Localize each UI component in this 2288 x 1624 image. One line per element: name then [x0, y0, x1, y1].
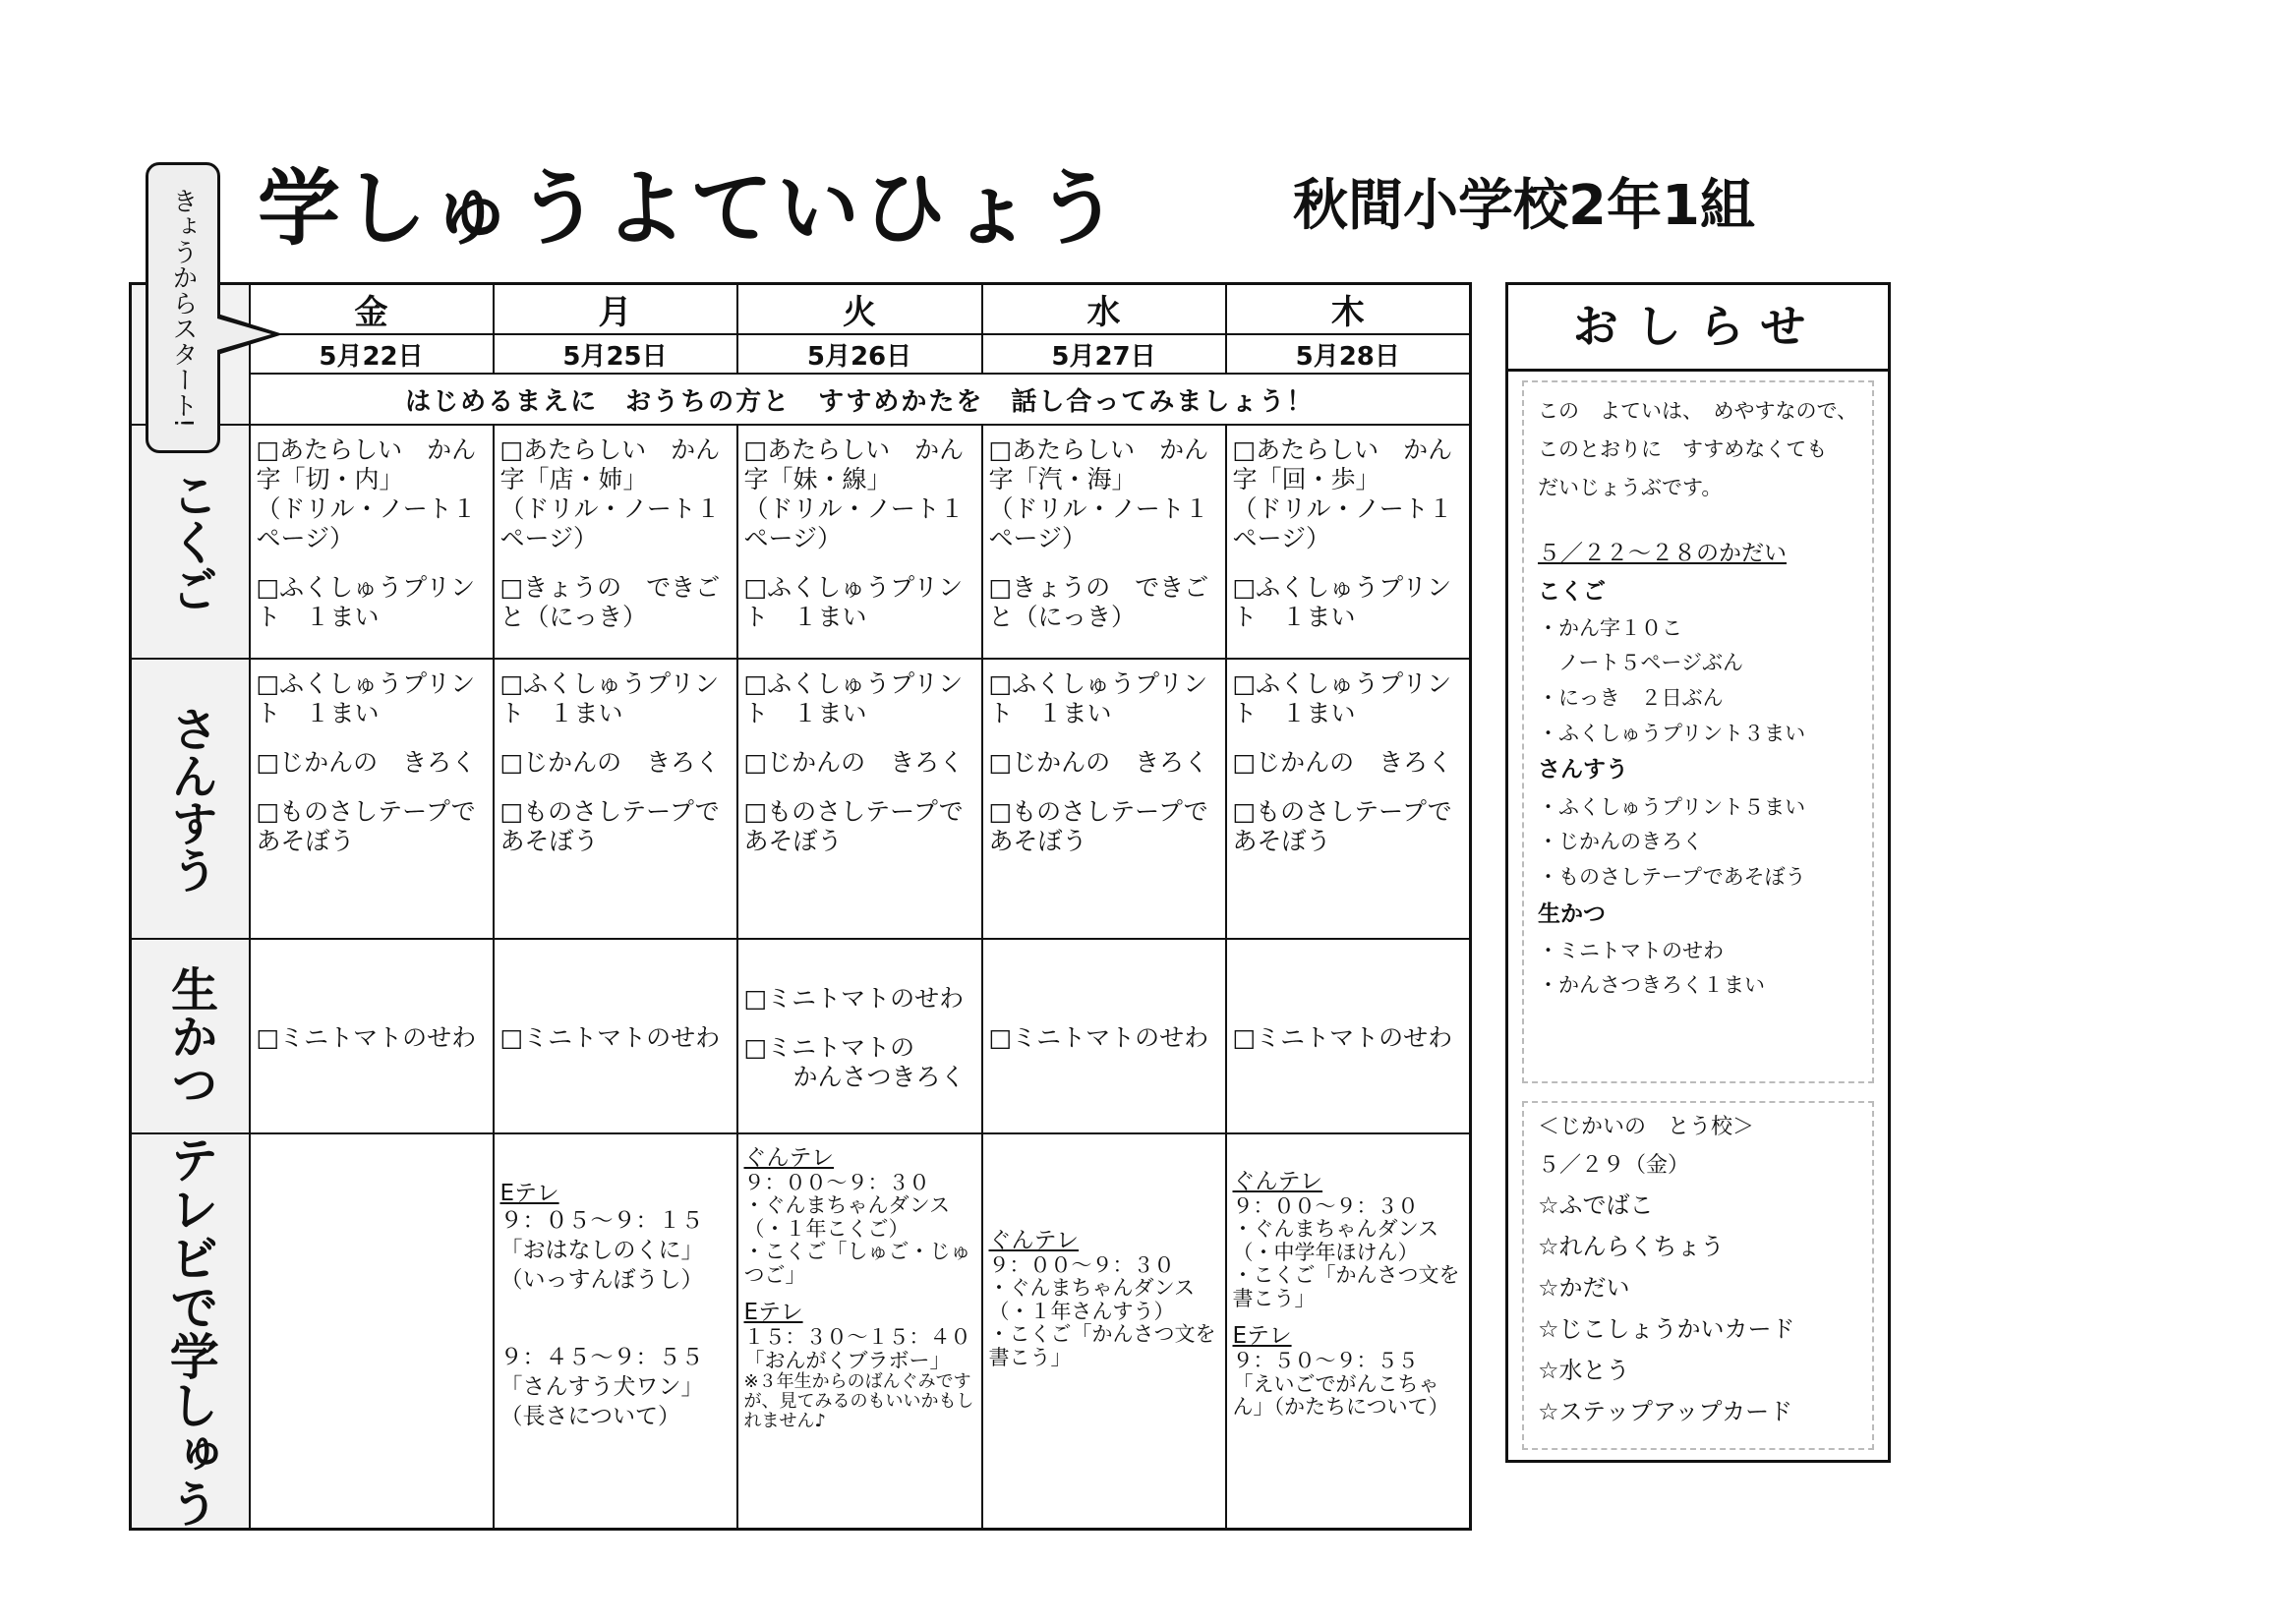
- bubble-tail-fill: [210, 317, 271, 352]
- kokugo-cell-wed: [982, 425, 1226, 659]
- tv-row: [131, 1133, 1471, 1530]
- next-school-day-box: [1522, 1101, 1874, 1450]
- tv-program: ９：００～９：３０ ・ぐんまちゃんダンス （・１年さんすう） ・こくご「かんさつ文を書こう」: [988, 1252, 1216, 1369]
- task-item: □じかんの きろく: [743, 748, 965, 777]
- task-item: □じかんの きろく: [499, 748, 721, 777]
- sansuu-cell-mon: [494, 659, 737, 939]
- tv-program: ９：００～９：３０ ・ぐんまちゃんダンス （・１年こくご） ・こくご「しゅご・じゅつご」: [743, 1170, 971, 1287]
- date-header: 5月28日: [1226, 334, 1471, 374]
- task-item: □じかんの きろく: [988, 748, 1209, 777]
- date-header: 5月26日: [737, 334, 982, 374]
- tv-cell-fri: [250, 1133, 494, 1530]
- tv-note: ※３年生からのばんぐみですが、見てみるのもいいかもしれません♪: [743, 1371, 974, 1432]
- kokugo-row: [131, 425, 1471, 659]
- tv-channel: ぐんテレ: [1232, 1169, 1323, 1194]
- task-item: □ふくしゅうプリント １まい: [1232, 573, 1452, 631]
- list-item: ・ミニトマトのせわ: [1538, 938, 1724, 962]
- seikatsu-cell-thu: [1226, 939, 1471, 1133]
- task-item: □あたらしい かん字「切・内」 （ドリル・ノート１ページ）: [256, 435, 477, 552]
- day-row: [131, 284, 1471, 335]
- task-item: □ふくしゅうプリント １まい: [988, 669, 1208, 727]
- task-item: □ものさしテープであそぼう: [499, 797, 720, 855]
- assignment-box: [1522, 380, 1874, 1083]
- sidebar-title: おしらせ: [1508, 285, 1888, 372]
- task-item: □ふくしゅうプリント １まい: [743, 573, 964, 631]
- day-header: 水: [982, 284, 1226, 335]
- list-item: ・じかんのきろく: [1538, 830, 1703, 854]
- list-item: ☆ステップアップカード: [1538, 1398, 1793, 1425]
- tv-channel: Eテレ: [743, 1300, 803, 1326]
- date-header: 5月25日: [494, 334, 737, 374]
- subject-seikatsu: 生かつ: [131, 939, 250, 1133]
- sansuu-heading: さんすう: [1538, 757, 1628, 783]
- day-header: 木: [1226, 284, 1471, 335]
- list-item: ・かん字１０こ: [1538, 615, 1682, 640]
- task-item: □あたらしい かん字「回・歩」 （ドリル・ノート１ページ）: [1232, 435, 1453, 552]
- tv-channel: ぐんテレ: [743, 1145, 835, 1171]
- subject-sansuu: さんすう: [131, 659, 250, 939]
- next-date: ５／２９（金）: [1538, 1152, 1690, 1178]
- tv-cell-tue: [737, 1133, 982, 1530]
- seikatsu-cell-wed: [982, 939, 1226, 1133]
- schedule-table: [129, 282, 1472, 1531]
- tv-program: ９：０５～９：１５ 「おはなしのくに」 （いっすんぼうし）: [499, 1207, 704, 1293]
- seikatsu-cell-mon: [494, 939, 737, 1133]
- list-item: ☆れんらくちょう: [1538, 1233, 1725, 1260]
- notice-sidebar: [1505, 282, 1891, 1463]
- subject-kokugo: こくご: [131, 425, 250, 659]
- task-item: □ミニトマトのせわ: [256, 1023, 477, 1052]
- task-item: □ミニトマトのせわ: [743, 984, 965, 1013]
- kadai-title: ５／２２～２８のかだい: [1538, 540, 1787, 566]
- list-item: ・かんさつきろく１まい: [1538, 973, 1765, 998]
- notice-row: [131, 374, 1471, 425]
- sansuu-cell-fri: [250, 659, 494, 939]
- day-header: 火: [737, 284, 982, 335]
- tv-channel: Eテレ: [1232, 1323, 1292, 1350]
- seikatsu-cell-tue: [737, 939, 982, 1133]
- kokugo-cell-fri: [250, 425, 494, 659]
- list-item: ・にっき ２日ぶん: [1538, 686, 1724, 711]
- task-item: □あたらしい かん字「店・姉」 （ドリル・ノート１ページ）: [499, 435, 721, 552]
- task-item: □じかんの きろく: [256, 748, 477, 777]
- list-item: ☆ふでばこ: [1538, 1191, 1654, 1219]
- date-row: [131, 334, 1471, 374]
- tv-program: ９：００～９：３０ ・ぐんまちゃんダンス （・中学年ほけん） ・こくご「かんさつ文を書こう」: [1232, 1193, 1460, 1310]
- seikatsu-cell-fri: [250, 939, 494, 1133]
- tv-cell-thu: [1226, 1133, 1471, 1530]
- sansuu-cell-wed: [982, 659, 1226, 939]
- sansuu-cell-thu: [1226, 659, 1471, 939]
- task-item: □ものさしテープであそぼう: [1232, 797, 1452, 855]
- tv-cell-mon: [494, 1133, 737, 1530]
- task-item: □きょうの できごと（にっき）: [988, 573, 1209, 631]
- seikatsu-row: [131, 939, 1471, 1133]
- task-item: □あたらしい かん字「汽・海」 （ドリル・ノート１ページ）: [988, 435, 1209, 552]
- sidebar-intro: この よていは、 めやすなので、 このとおりに すすめなくても だいじょうぶです。: [1538, 399, 1868, 499]
- tv-channel: ぐんテレ: [988, 1228, 1080, 1253]
- page-title: 学しゅうよていひょう: [258, 160, 1124, 257]
- task-item: □ものさしテープであそぼう: [256, 797, 476, 855]
- task-item: □きょうの できごと（にっき）: [499, 573, 721, 631]
- task-item: □ミニトマトの かんさつきろく: [743, 1033, 966, 1091]
- task-item: □ふくしゅうプリント １まい: [256, 669, 476, 727]
- tv-program: ９：５０～９：５５ 「えいごでがんこちゃん」（かたちについて）: [1232, 1349, 1449, 1420]
- task-item: □ミニトマトのせわ: [1232, 1023, 1453, 1052]
- task-item: □ものさしテープであそぼう: [988, 797, 1208, 855]
- tv-cell-wed: [982, 1133, 1226, 1530]
- kokugo-cell-mon: [494, 425, 737, 659]
- task-item: □ものさしテープであそぼう: [743, 797, 964, 855]
- task-item: □ミニトマトのせわ: [988, 1023, 1209, 1052]
- day-header: 金: [250, 284, 494, 335]
- task-item: □ふくしゅうプリント １まい: [499, 669, 720, 727]
- task-item: □ミニトマトのせわ: [499, 1023, 721, 1052]
- list-item: ☆かだい: [1538, 1274, 1630, 1302]
- list-item: ・ふくしゅうプリント３まい: [1538, 721, 1806, 745]
- date-header: 5月22日: [250, 334, 494, 374]
- date-header: 5月27日: [982, 334, 1226, 374]
- seikatsu-heading: 生かつ: [1538, 900, 1606, 927]
- task-item: □じかんの きろく: [1232, 748, 1453, 777]
- next-title: ＜じかいの とう校＞: [1538, 1115, 1755, 1139]
- list-item: ・ふくしゅうプリント５まい: [1538, 794, 1806, 819]
- tv-program: １５：３０～１５：４０ 「おんがくブラボー」: [743, 1325, 971, 1372]
- kokugo-cell-thu: [1226, 425, 1471, 659]
- tv-channel: Eテレ: [499, 1181, 559, 1206]
- list-item: ☆水とう: [1538, 1357, 1630, 1384]
- task-item: □ふくしゅうプリント １まい: [256, 573, 476, 631]
- subject-tv: テレビで学しゅう: [131, 1133, 250, 1530]
- task-item: □あたらしい かん字「妹・線」 （ドリル・ノート１ページ）: [743, 435, 965, 552]
- school-class-label: 秋間小学校2年1組: [1293, 174, 1755, 238]
- kokugo-cell-tue: [737, 425, 982, 659]
- list-item: ・ものさしテープであそぼう: [1538, 864, 1806, 889]
- tv-program: ９：４５～９：５５ 「さんすう犬ワン」 （長さについて）: [499, 1345, 704, 1430]
- kokugo-heading: こくご: [1538, 578, 1606, 605]
- task-item: □ふくしゅうプリント １まい: [1232, 669, 1452, 727]
- task-item: □ふくしゅうプリント １まい: [743, 669, 964, 727]
- sansuu-cell-tue: [737, 659, 982, 939]
- notice-banner: はじめるまえに おうちの方と すすめかたを 話し合ってみましょう！: [250, 374, 1471, 425]
- list-item: ☆じこしょうかいカード: [1538, 1315, 1795, 1343]
- list-item: ノート５ページぶん: [1538, 651, 1743, 675]
- start-bubble: きょうからスタート!: [146, 162, 220, 453]
- sansuu-row: [131, 659, 1471, 939]
- day-header: 月: [494, 284, 737, 335]
